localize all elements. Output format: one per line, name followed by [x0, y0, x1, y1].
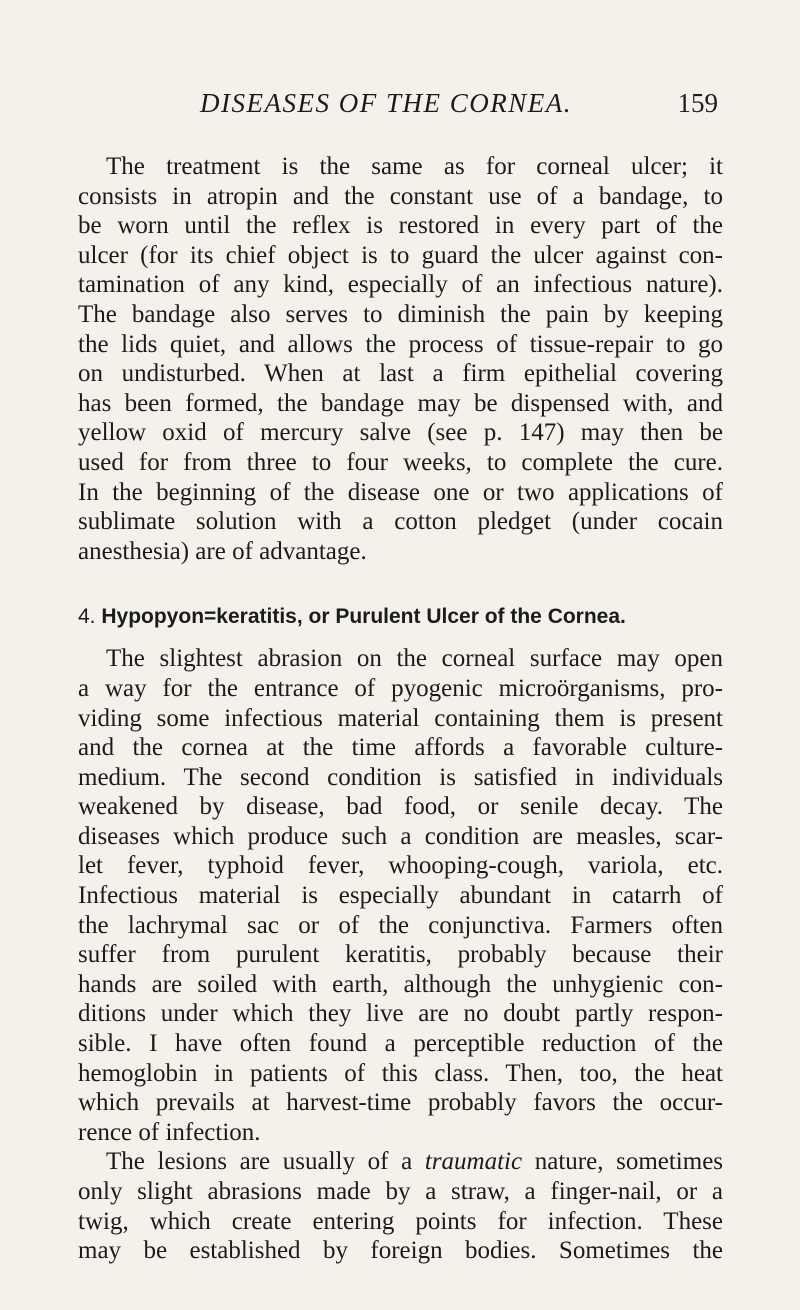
- section-number: 4.: [78, 605, 96, 629]
- section-title: Hypopyon=keratitis, or Purulent Ulcer of the Cornea.: [101, 605, 626, 629]
- text-line: twig, which create entering points for infection. These: [78, 1207, 723, 1235]
- text-line: In the beginning of the disease one or two applications of: [78, 478, 723, 506]
- text-run: nature, sometimes: [534, 1148, 724, 1176]
- text-line: weakened by disease, bad food, or senile decay. The: [78, 793, 723, 821]
- text-line: may be established by foreign bodies. Sometimes the: [78, 1237, 723, 1265]
- text-run: The lesions are usually of a: [106, 1148, 413, 1176]
- text-line: the lids quiet, and allows the process of tissue-repair to go: [78, 330, 723, 358]
- text-line: viding some infectious material containing them is present: [78, 704, 723, 732]
- paragraph-causes: [78, 644, 723, 1147]
- section-heading: [78, 602, 723, 632]
- text-line: rence of infection.: [78, 1118, 261, 1146]
- spacer: [78, 566, 723, 596]
- text-line: The treatment is the same as for corneal ulcer; it: [106, 153, 723, 180]
- text-line: The slightest abrasion on the corneal surface may open: [106, 645, 723, 673]
- text-line: be worn until the reflex is restored in every part of the: [78, 212, 723, 240]
- text-line: used for from three to four weeks, to complete the cure.: [78, 448, 723, 476]
- text-line: a way for the entrance of pyogenic microörganisms, pro-: [78, 674, 723, 702]
- text-line: Infectious material is especially abundant in catarrh of: [78, 882, 723, 910]
- text-line: ditions under which they live are no doubt partly respon-: [78, 1000, 723, 1028]
- text-line: anesthesia) are of advantage.: [78, 537, 367, 565]
- text-line: sible. I have often found a perceptible reduction of the: [78, 1030, 723, 1058]
- text-line: yellow oxid of mercury salve (see p. 147) may then be: [78, 419, 723, 447]
- text-line: suffer from purulent keratitis, probably because their: [78, 941, 723, 969]
- text-line: sublimate solution with a cotton pledget (under cocain: [78, 508, 723, 536]
- text-line: ulcer (for its chief object is to guard the ulcer against con-: [78, 241, 723, 269]
- text-line: and the cornea at the time affords a favorable culture-: [78, 734, 723, 762]
- text-line: let fever, typhoid fever, whooping-cough, variola, etc.: [78, 852, 723, 880]
- text-line: only slight abrasions made by a straw, a finger-nail, or a: [78, 1178, 723, 1205]
- text-line: which prevails at harvest-time probably favors the occur-: [78, 1089, 723, 1117]
- text-line: hands are soiled with earth, although the unhygienic con-: [78, 970, 723, 998]
- text-line: has been formed, the bandage may be dispensed with, and: [78, 389, 723, 417]
- text-line: tamination of any kind, especially of an infectious nature).: [78, 271, 723, 299]
- text-line: The bandage also serves to diminish the pain by keeping: [78, 300, 723, 328]
- running-head: [78, 88, 718, 128]
- paragraph-lesions: [78, 1147, 723, 1265]
- text-line: consists in atropin and the constant use of a bandage, to: [78, 182, 723, 210]
- text-line: the lachrymal sac or of the conjunctiva. Farmers often: [78, 911, 723, 939]
- paragraph-treatment: [78, 152, 723, 566]
- text-line: hemoglobin in patients of this class. Then, too, the heat: [78, 1059, 723, 1087]
- text-line: diseases which produce such a condition are measles, scar-: [78, 822, 723, 850]
- page-body: [78, 152, 723, 1266]
- text-line: on undisturbed. When at last a firm epithelial covering: [78, 360, 723, 388]
- text-line: [78, 1147, 723, 1177]
- page-number: 159: [677, 88, 718, 118]
- running-title: DISEASES OF THE CORNEA.: [200, 88, 572, 118]
- emphasis-traumatic: traumatic: [424, 1148, 523, 1176]
- text-line: medium. The second condition is satisfied in individuals: [78, 763, 723, 791]
